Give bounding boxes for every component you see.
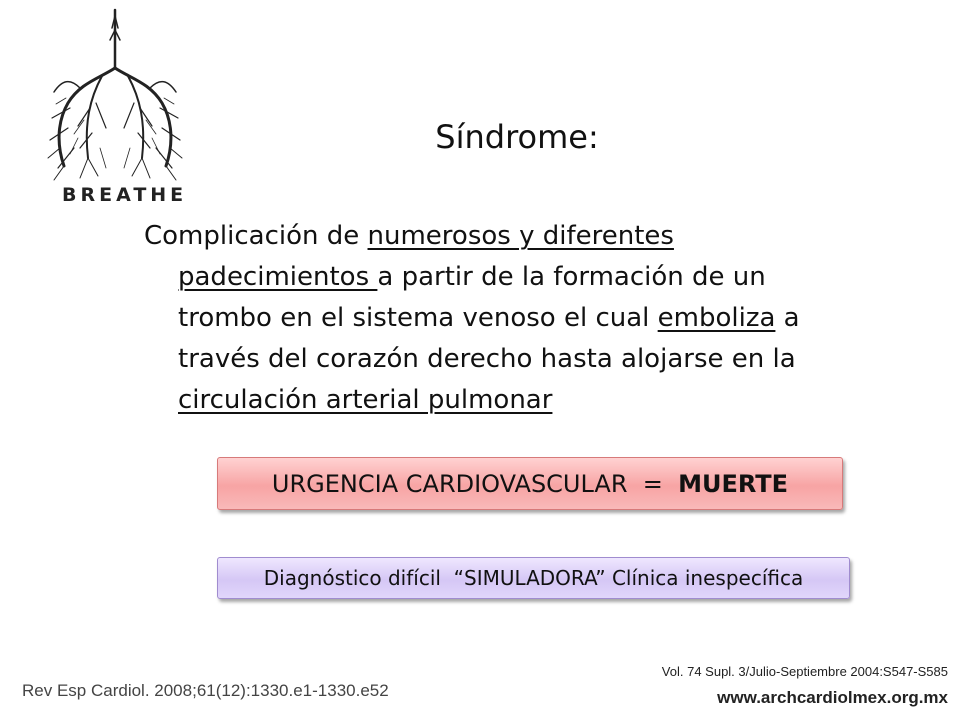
diagnosis-box	[217, 557, 850, 599]
text-segment: trombo en el sistema venoso el cual	[178, 303, 658, 333]
breathe-logo	[40, 8, 190, 216]
volume-reference: Vol. 74 Supl. 3/Julio-Septiembre 2004:S547-S585	[661, 664, 948, 679]
paragraph-line-5	[144, 380, 884, 421]
diagnosis-label: Diagnóstico difícil “SIMULADORA” Clínica inespecífica	[263, 566, 804, 590]
underlined-text: numerosos y diferentes	[367, 221, 674, 251]
text-segment: a	[775, 303, 800, 333]
paragraph-line-2	[144, 257, 884, 298]
urgency-label: URGENCIA CARDIOVASCULAR =	[271, 469, 679, 498]
underlined-text: padecimientos	[178, 262, 378, 292]
paragraph-line-3	[144, 298, 884, 339]
paragraph-line-4: través del corazón derecho hasta alojarse en la	[178, 344, 796, 374]
urgency-box	[217, 457, 843, 510]
journal-url: www.archcardiolmex.org.mx	[717, 688, 948, 707]
logo-wordmark: BREATHE	[62, 184, 188, 206]
slide-title: Síndrome:	[435, 118, 599, 156]
text-segment: a partir de la formación de un	[377, 262, 766, 292]
paragraph-line-1	[144, 216, 884, 257]
definition-paragraph	[144, 216, 884, 421]
underlined-text: emboliza	[657, 303, 776, 333]
text-segment: Complicación de	[144, 221, 368, 251]
lung-tree-icon	[40, 8, 190, 188]
rev-esp-reference: Rev Esp Cardiol. 2008;61(12):1330.e1-1330.e52	[22, 681, 389, 700]
underlined-text: circulación arterial pulmonar	[178, 385, 553, 415]
urgency-emphasis: MUERTE	[678, 469, 789, 498]
